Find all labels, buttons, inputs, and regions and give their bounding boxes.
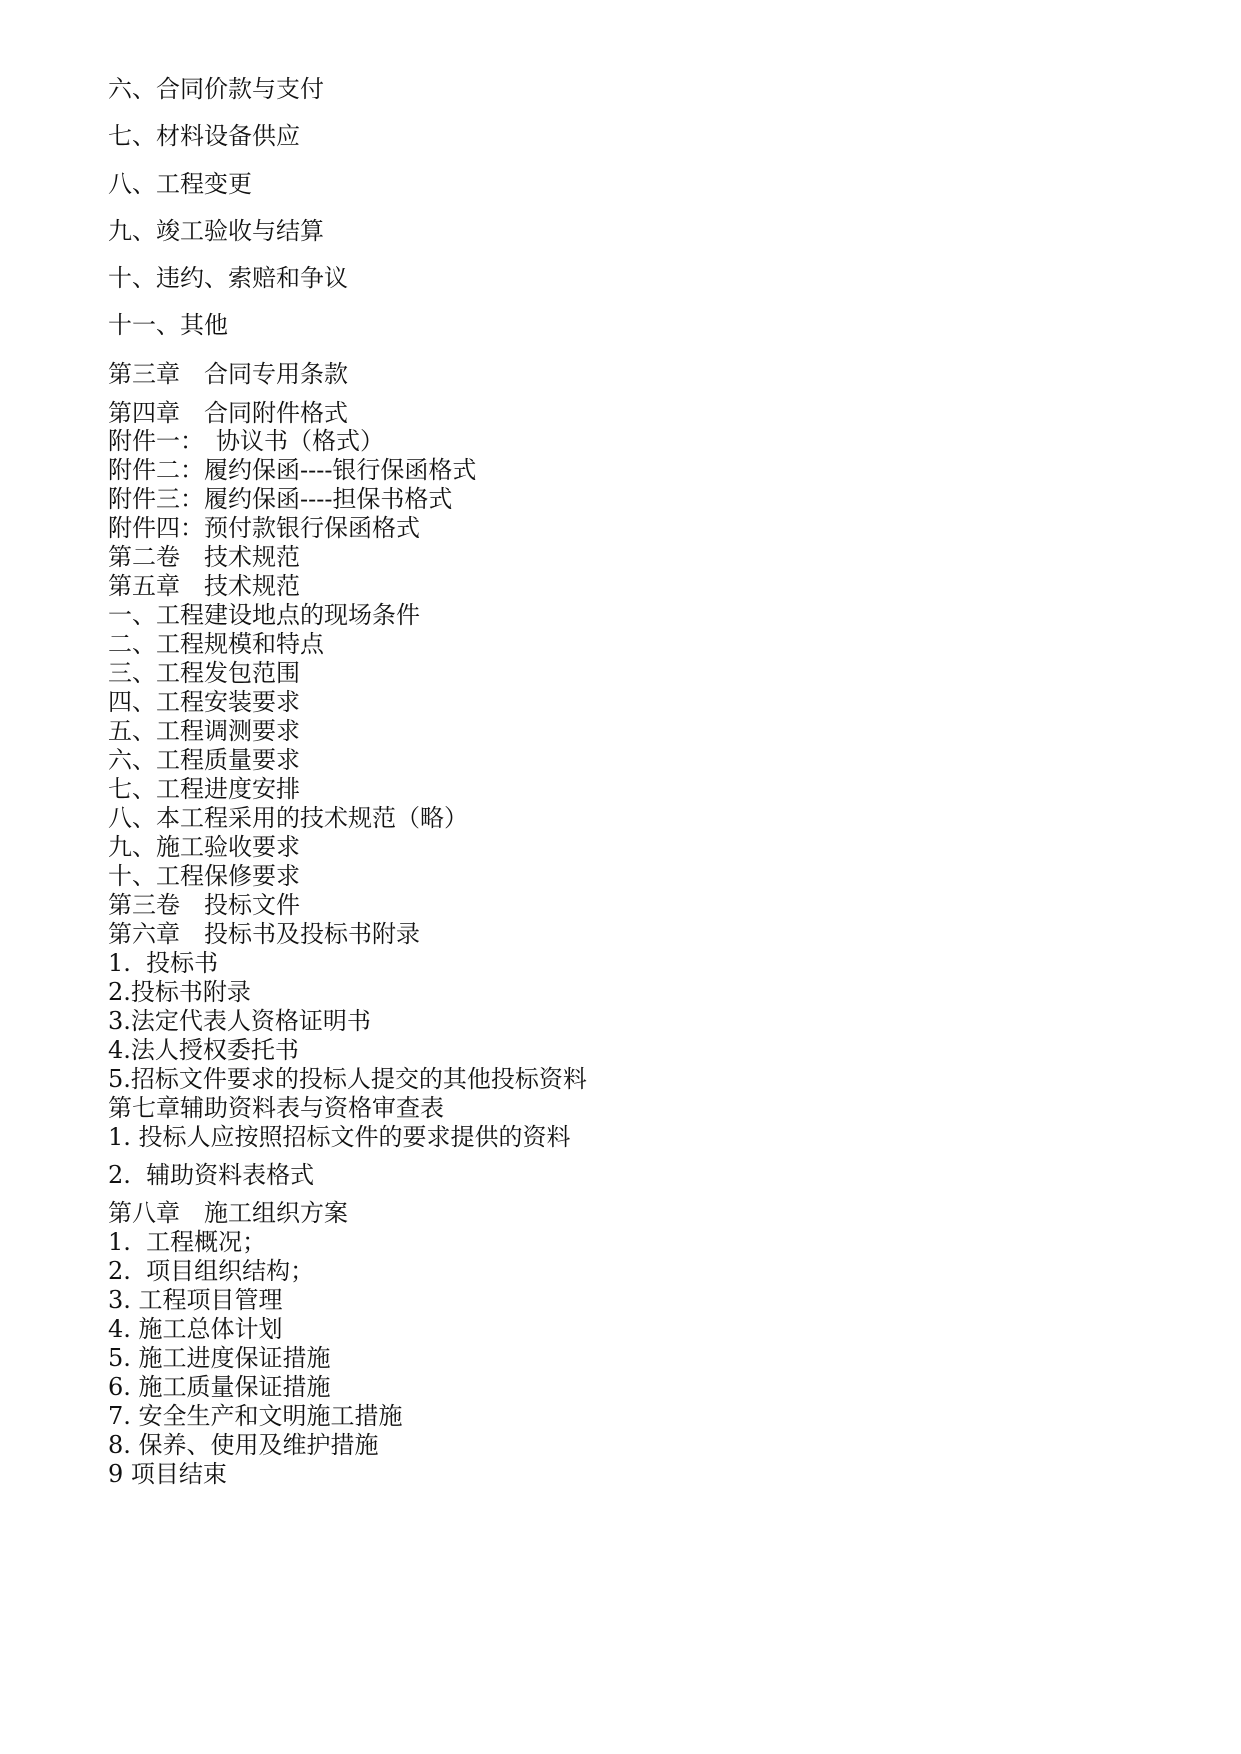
toc-line: 六、合同价款与支付 [108,75,324,103]
toc-line: 5. 施工进度保证措施 [108,1344,331,1372]
toc-line: 2. 辅助资料表格式 [108,1161,315,1189]
toc-line: 八、工程变更 [108,170,252,198]
toc-line: 三、工程发包范围 [108,659,300,687]
volume-heading: 第二卷 技术规范 [108,543,300,571]
toc-line: 十一、其他 [108,311,228,339]
toc-line: 3. 工程项目管理 [108,1286,283,1314]
toc-line: 九、施工验收要求 [108,833,300,861]
toc-line: 七、工程进度安排 [108,775,300,803]
toc-line: 1. 工程概况； [108,1228,267,1256]
toc-line: 十、工程保修要求 [108,862,300,890]
toc-line: 1. 投标人应按照招标文件的要求提供的资料 [108,1123,571,1151]
chapter-heading: 第八章 施工组织方案 [108,1199,348,1227]
toc-line: 五、工程调测要求 [108,717,300,745]
toc-line: 附件二：履约保函----银行保函格式 [108,456,477,484]
toc-line: 四、工程安装要求 [108,688,300,716]
toc-line: 六、工程质量要求 [108,746,300,774]
toc-line: 附件四：预付款银行保函格式 [108,514,420,542]
toc-line: 3.法定代表人资格证明书 [108,1007,371,1035]
chapter-heading: 第四章 合同附件格式 [108,399,348,427]
volume-heading: 第三卷 投标文件 [108,891,300,919]
chapter-heading: 第六章 投标书及投标书附录 [108,920,420,948]
toc-line: 附件一： 协议书（格式） [108,427,384,455]
toc-line: 二、工程规模和特点 [108,630,324,658]
toc-line: 6. 施工质量保证措施 [108,1373,331,1401]
toc-line: 七、材料设备供应 [108,122,300,150]
toc-line: 8. 保养、使用及维护措施 [108,1431,379,1459]
toc-line: 4.法人授权委托书 [108,1036,299,1064]
toc-line: 7. 安全生产和文明施工措施 [108,1402,403,1430]
toc-line: 4. 施工总体计划 [108,1315,283,1343]
toc-line: 2. 项目组织结构； [108,1257,315,1285]
toc-line: 十、违约、索赔和争议 [108,264,348,292]
toc-line: 5.招标文件要求的投标人提交的其他投标资料 [108,1065,587,1093]
toc-line: 一、工程建设地点的现场条件 [108,601,420,629]
toc-line: 八、本工程采用的技术规范（略） [108,804,468,832]
toc-line: 九、竣工验收与结算 [108,217,324,245]
chapter-heading: 第五章 技术规范 [108,572,300,600]
chapter-heading: 第七章辅助资料表与资格审查表 [108,1094,444,1122]
toc-line: 2.投标书附录 [108,978,251,1006]
chapter-heading: 第三章 合同专用条款 [108,360,348,388]
toc-line: 附件三：履约保函----担保书格式 [108,485,453,513]
toc-line: 1. 投标书 [108,949,219,977]
toc-line: 9 项目结束 [108,1460,227,1488]
